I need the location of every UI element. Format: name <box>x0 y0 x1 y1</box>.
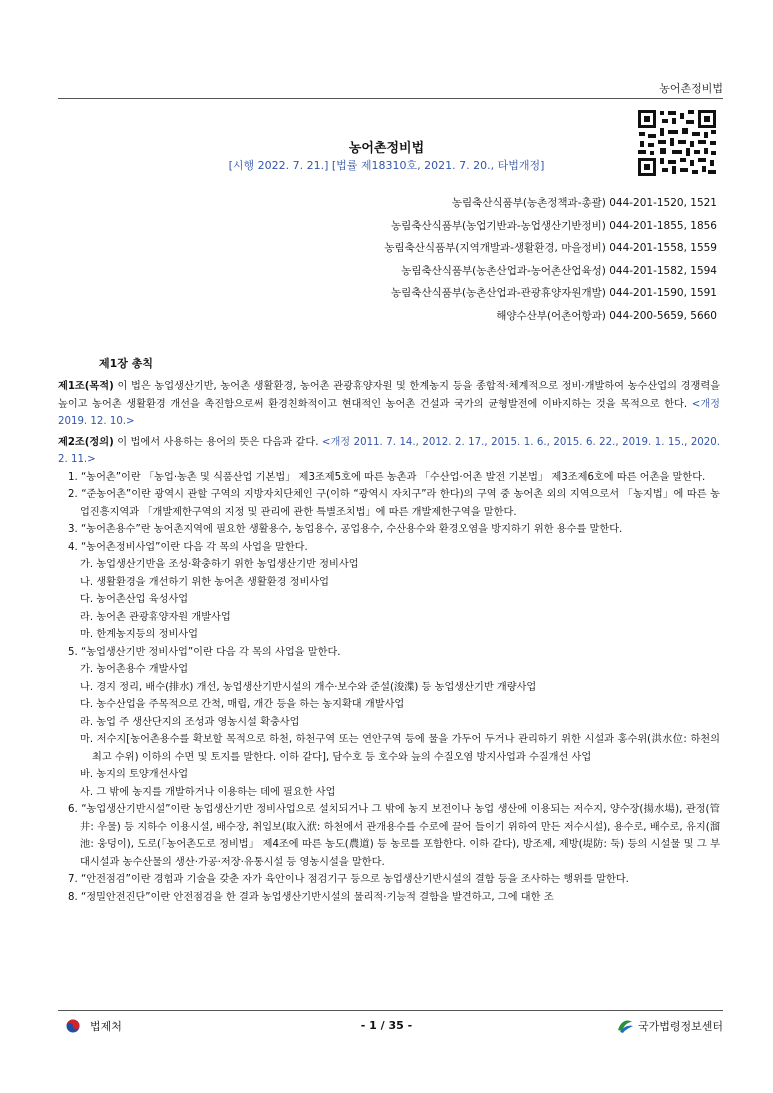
contact-line: 농림축산식품부(농촌정책과-총괄) 044-201-1520, 1521 <box>451 197 717 209</box>
definition-subitem: 다. 농수산업을 주목적으로 간척, 매립, 개간 등을 하는 농지확대 개발사업 <box>80 699 405 710</box>
definition-item: 2. “준농어촌”이란 광역시 관할 구역의 지방자치단체인 구(이하 “광역시 자치구”라 한다)의 구역 중 농어촌 외의 지역으로서 「농지법」에 따른 농업진흥지역과 「개발제한구역의 지정 및 관리에 관한 특별조치법」에 따른 개발제한구역을 말한다. <box>68 489 720 518</box>
footer-rule <box>58 1010 723 1011</box>
article-2 <box>58 434 720 469</box>
chapter-heading: 제1장 총칙 <box>99 357 153 370</box>
definition-subitem: 다. 농어촌산업 육성사업 <box>80 594 189 605</box>
article-heading: 제2조(정의) <box>58 436 114 448</box>
definition-item: 1. “농어촌”이란 「농업·농촌 및 식품산업 기본법」 제3조제5호에 따른 농촌과 「수산업·어촌 발전 기본법」 제3조제6호에 따른 어촌을 말한다. <box>68 471 706 483</box>
amendment-note: <개정 2011. 7. 14., 2012. 2. 17., 2015. 1. 6., 2015. 6. 22., 2019. 1. 15., 2020. 2. 11.> <box>58 436 720 465</box>
law-body <box>58 378 720 906</box>
definition-subitem: 마. 저수지[농어촌용수를 확보할 목적으로 하천, 하천구역 또는 연안구역 등에 물을 가두어 두거나 관리하기 위한 시설과 홍수위(洪水位: 하천의 최고 수위) 이하의 수면 및 토지를 말한다. 이하 같다], 담수호 등 호수와 늪의 수질오염 방지사업과 수질개선 사업 <box>80 734 720 763</box>
definition-subitem: 나. 경지 정리, 배수(排水) 개선, 농업생산기반시설의 개수·보수와 준설(浚渫) 등 농업생산기반 개량사업 <box>80 681 537 693</box>
law-center-logo-icon <box>616 1018 634 1034</box>
definition-subitem: 라. 농업 주 생산단지의 조성과 영농시설 확충사업 <box>80 716 300 728</box>
contact-line: 농림축산식품부(지역개발과-생활환경, 마을정비) 044-201-1558, 1559 <box>384 242 717 254</box>
contact-line: 농림축산식품부(농업기반과-농업생산기반정비) 044-201-1855, 1856 <box>391 219 717 232</box>
footer-left-text: 법제처 <box>90 1020 122 1033</box>
contact-list <box>384 192 717 327</box>
definition-subitem: 마. 한계농지등의 정비사업 <box>80 629 198 640</box>
document-title: 농어촌정비법 <box>348 141 425 156</box>
contact-line: 농림축산식품부(농촌산업과-농어촌산업육성) 044-201-1582, 1594 <box>401 264 717 277</box>
footer-law-center <box>616 1018 723 1034</box>
definition-subitem: 나. 생활환경을 개선하기 위한 농어촌 생활환경 정비사업 <box>80 576 330 588</box>
article-text: 이 법에서 사용하는 용어의 뜻은 다음과 같다. <box>113 436 322 448</box>
header-rule <box>58 98 723 99</box>
enactment-info: [시행 2022. 7. 21.] [법률 제18310호, 2021. 7. 20., 타법개정] <box>228 159 545 172</box>
definition-subitem: 가. 농어촌용수 개발사업 <box>80 664 189 675</box>
definition-item: 4. “농어촌정비사업”이란 다음 각 목의 사업을 말한다. <box>68 541 308 553</box>
contact-line: 해양수산부(어촌어항과) 044-200-5659, 5660 <box>496 309 717 322</box>
article-heading: 제1조(목적) <box>58 381 114 392</box>
definition-subitem: 바. 농지의 토양개선사업 <box>80 769 189 780</box>
definition-item: 7. “안전점검”이란 경험과 기술을 갖춘 자가 육안이나 점검기구 등으로 농업생산기반시설의 결함 등을 조사하는 행위를 말한다. <box>68 874 629 885</box>
contact-line: 농림축산식품부(농촌산업과-관광휴양자원개발) 044-201-1590, 1591 <box>391 287 717 299</box>
amendment-note: <개정 2019. 12. 10.> <box>58 398 720 427</box>
definition-item: 8. “정밀안전진단”이란 안전점검을 한 결과 농업생산기반시설의 물리적·기능적 결함을 발견하고, 그에 대한 조 <box>68 891 554 903</box>
definition-item: 6. “농업생산기반시설”이란 농업생산기반 정비사업으로 설치되거나 그 밖에 농지 보전이나 농업 생산에 이용되는 저수지, 양수장(揚水場), 관정(管井: 우물) 등 지하수 이용시설, 배수장, 취입보(取入洑: 하천에서 관개용수를 수로에 끌어 들이기 위하여 만든 저수시설), 용수로, 배수로, 유지(溜池: 웅덩이), 도로(「농어촌도로 정비법」 제4조에 따른 농도(農道) 등 농로를 포함한다. 이하 같다), 방조제, 제방(堤防: 둑) 등의 시설물 및 그 부대시설과 농수산물의 생산·가공·저장·유통시설 등 영농시설을 말한다. <box>68 804 720 868</box>
page-number: - 1 / 35 - <box>360 1019 413 1032</box>
article-text: 이 법은 농업생산기반, 농어촌 생활환경, 농어촌 관광휴양자원 및 한계농지 등을 종합적·체계적으로 정비·개발하여 농수산업의 경쟁력을 높이고 농어촌 생활환경 개선을 촉진함으로써 환경친화적이고 현대적인 농어촌 건설과 국가의 균형발전에 이바지하는 것을 목적으로 한다. <box>58 381 720 410</box>
header-law-name: 농어촌정비법 <box>659 82 723 95</box>
definition-subitem: 가. 농업생산기반을 조성·확충하기 위한 농업생산기반 정비사업 <box>80 559 359 570</box>
definition-subitem: 사. 그 밖에 농지를 개발하거나 이용하는 데에 필요한 사업 <box>80 786 336 798</box>
definition-item: 5. “농업생산기반 정비사업”이란 다음 각 목의 사업을 말한다. <box>68 646 341 658</box>
definition-item: 3. “농어촌용수”란 농어촌지역에 필요한 생활용수, 농업용수, 공업용수, 수산용수와 환경오염을 방지하기 위한 용수를 말한다. <box>68 524 623 535</box>
definition-subitem: 라. 농어촌 관광휴양자원 개발사업 <box>80 611 231 623</box>
footer-right-text: 국가법령정보센터 <box>637 1020 723 1033</box>
article-1 <box>58 378 720 431</box>
